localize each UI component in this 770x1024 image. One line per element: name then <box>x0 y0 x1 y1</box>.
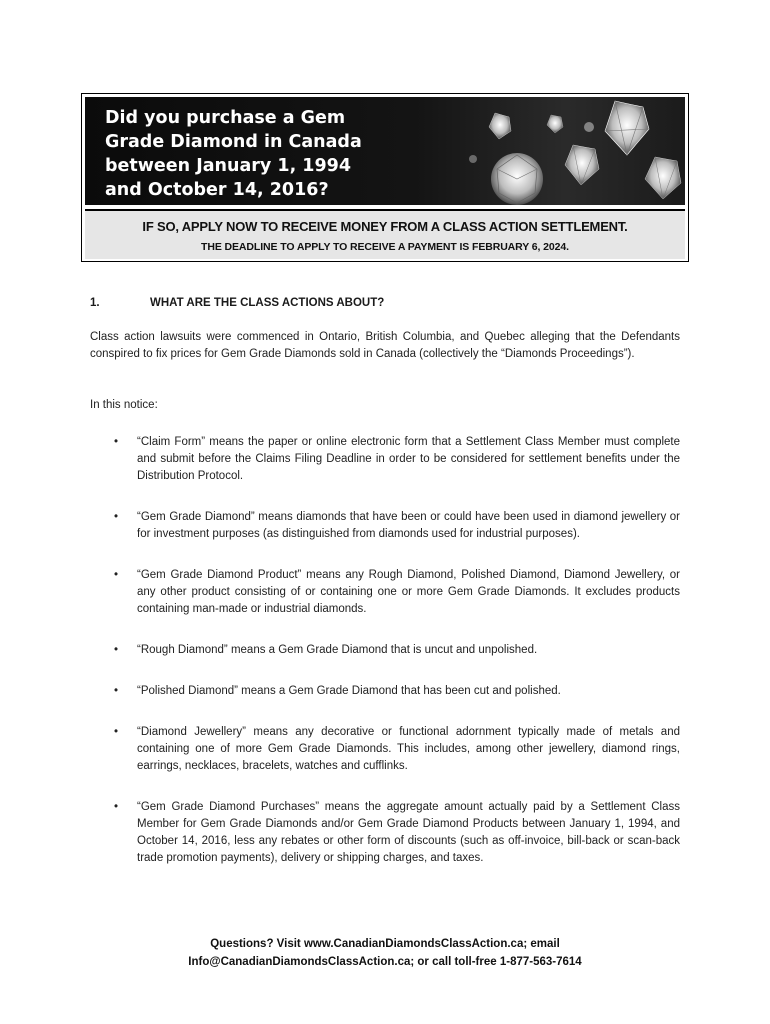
bullet-icon: • <box>114 685 119 697</box>
diamond-icon <box>645 157 681 199</box>
list-item-text: “Diamond Jewellery” means any decorative or functional adornment typically made of metals and containing one of more Gem Grade Diamonds. This includes, among other jewellery, diamond rings, earrings, necklaces, bracelets, watches and cufflinks. <box>137 726 680 772</box>
list-item <box>90 567 680 618</box>
list-item-text: “Polished Diamond” means a Gem Grade Diamond that has been cut and polished. <box>137 685 561 697</box>
bullet-icon: • <box>114 436 119 448</box>
bullet-icon: • <box>114 511 119 523</box>
footer-line-2: Info@CanadianDiamondsClassAction.ca; or call toll-free 1-877-563-7614 <box>188 956 582 968</box>
list-item <box>90 434 680 485</box>
list-item <box>90 724 680 775</box>
bullet-icon: • <box>114 569 119 581</box>
notice-paragraph: In this notice: <box>90 399 158 411</box>
list-item-text: “Rough Diamond” means a Gem Grade Diamond that is uncut and unpolished. <box>137 644 538 656</box>
diamond-icon <box>547 115 563 133</box>
list-item-text: “Claim Form” means the paper or online electronic form that a Settlement Class Member must complete and submit before the Claims Filing Deadline in order to be considered for settlement benefits under the Distribution Protocol. <box>137 436 680 482</box>
section-heading <box>90 297 384 309</box>
bullet-icon: • <box>114 801 119 813</box>
diamonds-illustration-icon <box>465 97 685 205</box>
diamond-icon <box>565 145 599 185</box>
banner-headline: Did you purchase a Gem Grade Diamond in Canada between January 1, 1994 and October 14, 2016? <box>105 108 362 200</box>
list-item-text: “Gem Grade Diamond Purchases” means the aggregate amount actually paid by a Settlement Class Member for Gem Grade Diamonds and/or Gem Grade Diamond Products between January 1, 1994, and October 14, 2016, less any rebates or other form of discounts (such as off-invoice, bill-back or scan-back trade promotion payments), delivery or shipping charges, and taxes. <box>137 801 680 864</box>
header-banner <box>81 93 689 262</box>
banner-callout <box>85 209 685 259</box>
definitions-list <box>90 434 680 867</box>
diamond-icon <box>489 113 511 139</box>
banner-subheadline: IF SO, APPLY NOW TO RECEIVE MONEY FROM A CLASS ACTION SETTLEMENT. <box>142 219 628 234</box>
banner-deadline: THE DEADLINE TO APPLY TO RECEIVE A PAYMENT IS FEBRUARY 6, 2024. <box>201 241 569 253</box>
section-number: 1. <box>90 297 100 309</box>
diamond-icon <box>605 101 649 155</box>
list-item <box>90 509 680 543</box>
banner-hero <box>85 97 685 205</box>
list-item-text: “Gem Grade Diamond” means diamonds that have been or could have been used in diamond jewellery or for investment purposes (as distinguished from diamonds used for industrial purposes). <box>137 511 680 540</box>
list-item <box>90 683 680 700</box>
diamond-icon <box>491 153 543 205</box>
section-title: WHAT ARE THE CLASS ACTIONS ABOUT? <box>150 297 385 309</box>
contact-footer <box>90 935 680 971</box>
bullet-icon: • <box>114 644 119 656</box>
footer-line-1: Questions? Visit www.CanadianDiamondsClassAction.ca; email <box>210 938 560 950</box>
intro-paragraph: Class action lawsuits were commenced in Ontario, British Columbia, and Quebec alleging that the Defendants conspired to fix prices for Gem Grade Diamonds sold in Canada (collectively the “Diamonds Proceedings”). <box>90 331 680 360</box>
list-item-text: “Gem Grade Diamond Product” means any Rough Diamond, Polished Diamond, Diamond Jewellery, or any other product consisting of or containing one or more Gem Grade Diamonds. It excludes products containing man-made or industrial diamonds. <box>137 569 680 615</box>
list-item <box>90 799 680 867</box>
list-item <box>90 642 680 659</box>
bullet-icon: • <box>114 726 119 738</box>
